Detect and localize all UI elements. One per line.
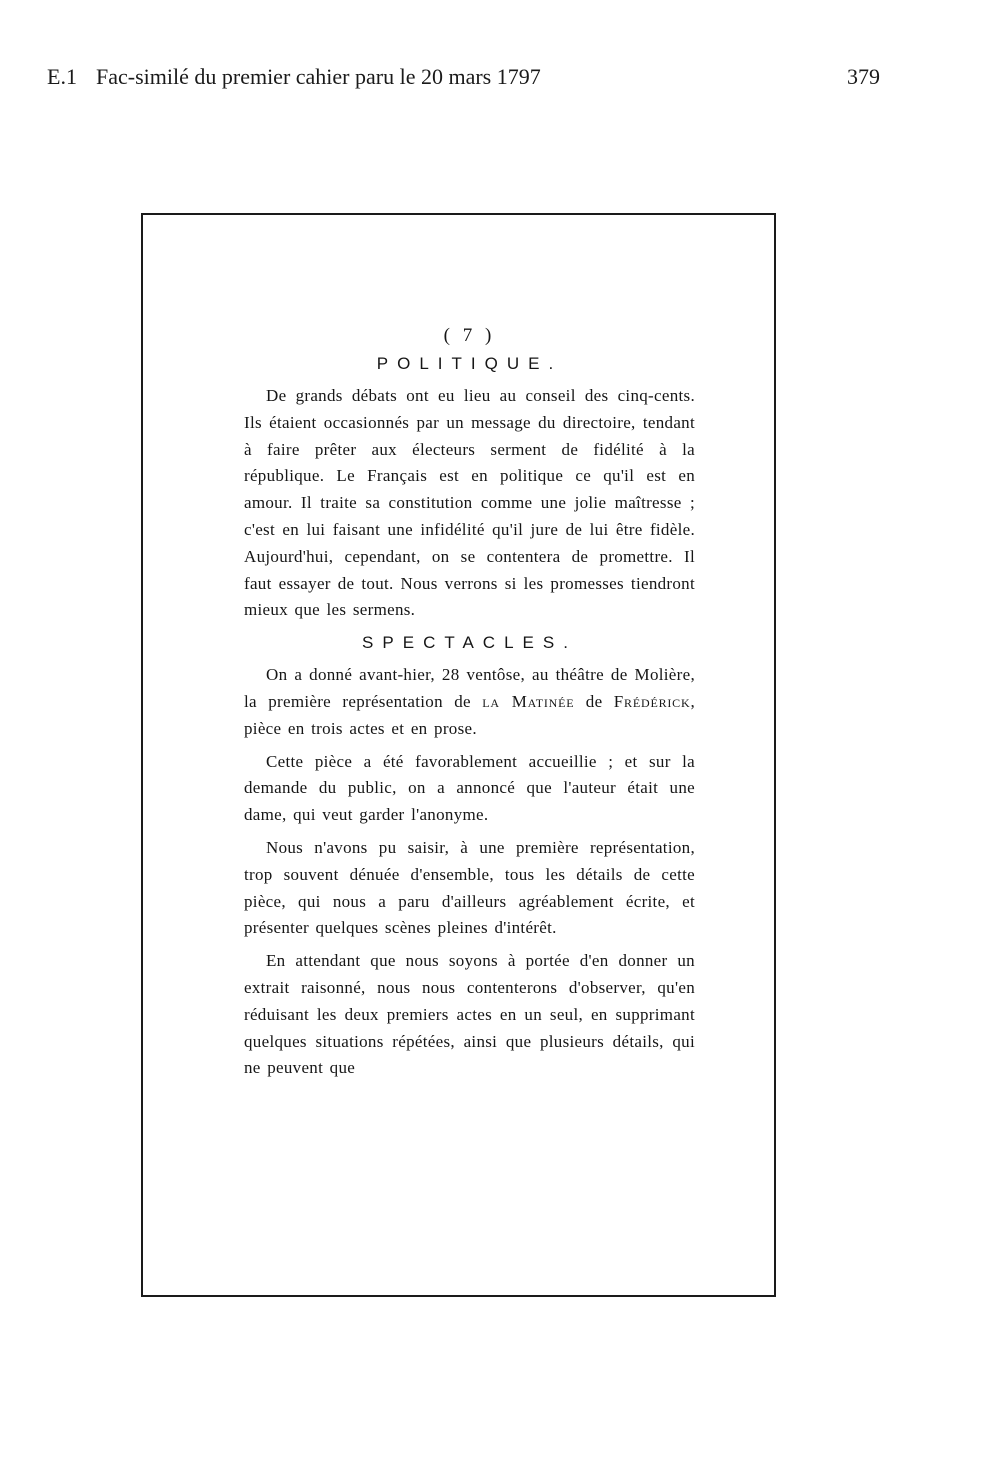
spectacles-heading: SPECTACLES. [362, 633, 577, 653]
paragraph-1-end: , pièce en trois actes et en prose. [244, 691, 696, 738]
folio-number: ( 7 ) [443, 325, 496, 346]
spectacles-paragraph-4: En attendant que nous soyons à portée d'en donner un extrait raisonné, nous nous contenterons d'observer, qu'en réduisant les deux premiers actes en un seul, en supprimant quelques situations répétées, ainsi que plusieurs détails, qui ne peuvent que [244, 951, 695, 1078]
play-title-part-a: la Matinée [482, 691, 575, 711]
page-number: 379 [847, 64, 880, 89]
spectacles-paragraph-2: Cette pièce a été favorablement accueillie ; et sur la demande du public, on a annoncé que l'auteur était une dame, qui veut garder l'anonyme. [244, 751, 695, 825]
spectacles-paragraph-1 [244, 662, 695, 742]
section-number: E.1 [47, 64, 77, 89]
facsimile-page [244, 323, 695, 1088]
politique-paragraph: De grands débats ont eu lieu au conseil des cinq-cents. Ils étaient occasionnés par un message du directoire, tendant à faire prêter aux électeurs serment de fidélité à la république. Le Français est en politique ce qu'il est en amour. Il traite sa constitution comme une jolie maîtresse ; c'est en lui faisant une infidélité qu'il jure de lui être fidèle. Aujourd'hui, cependant, on se contentera de promettre. Il faut essayer de tout. Nous verrons si les promesses tiendront mieux que les sermens. [244, 386, 695, 620]
play-title-part-b: Frédérick [613, 691, 691, 711]
paragraph-1-start: On a donné avant-hier, 28 ventôse, au théâtre de Molière, la première représentation de [244, 665, 695, 711]
running-header [47, 64, 880, 94]
facsimile-frame [141, 213, 776, 1297]
spectacles-paragraph-3: Nous n'avons pu saisir, à une première représentation, trop souvent dénuée d'ensemble, tous les détails de cette pièce, qui nous a paru d'ailleurs agréablement écrite, et présenter quelques scènes pleines d'intérêt. [244, 837, 695, 938]
paragraph-1-connector: de [574, 691, 614, 711]
running-title: Fac-similé du premier cahier paru le 20 mars 1797 [96, 64, 541, 89]
politique-heading: POLITIQUE. [376, 354, 563, 373]
